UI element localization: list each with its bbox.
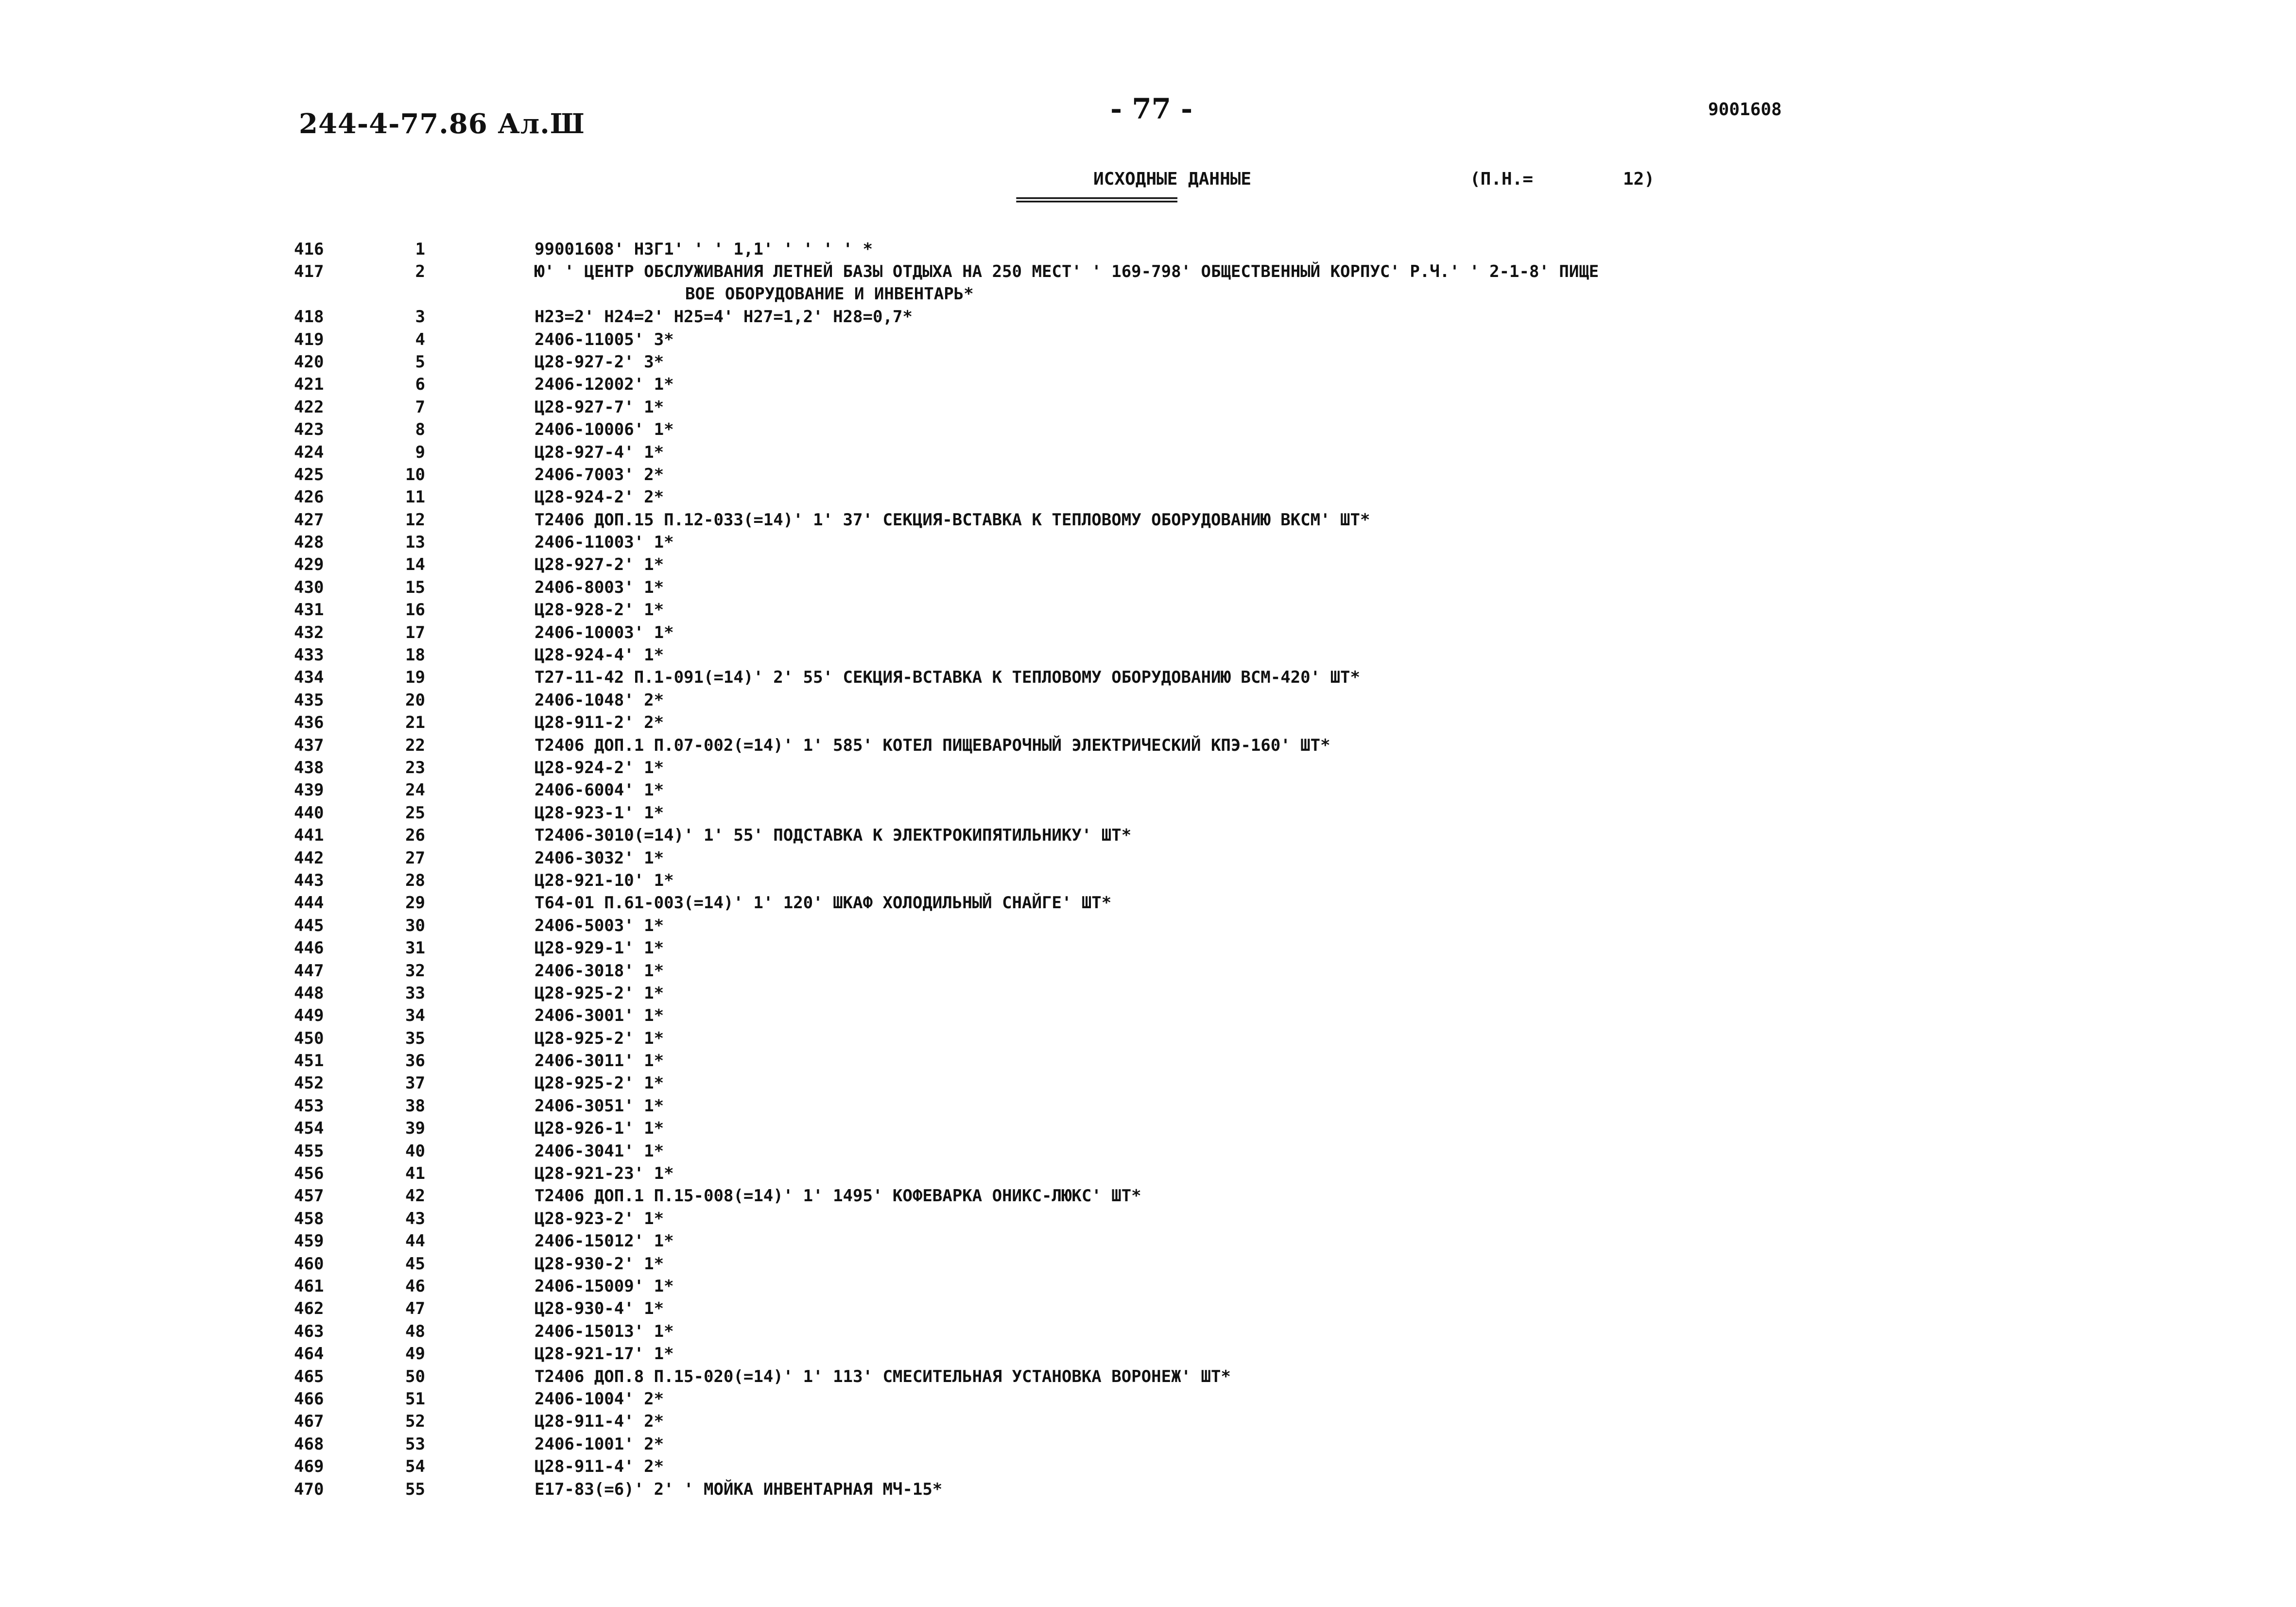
record-number: 3 bbox=[415, 307, 425, 327]
list-item bbox=[0, 689, 2296, 711]
record-text bbox=[535, 1027, 2031, 1050]
list-item bbox=[0, 1478, 2296, 1501]
record-number: 43 bbox=[405, 1209, 425, 1228]
record-text-line: Ц28-930-4' 1* bbox=[535, 1299, 664, 1319]
record-text-line: Т27-11-42 П.1-091(=14)' 2' 55' СЕКЦИЯ-ВСТАВКА К ТЕПЛОВОМУ ОБОРУДОВАНИЮ ВСМ-420' ШТ* bbox=[535, 668, 1360, 688]
list-item bbox=[0, 1297, 2296, 1320]
list-item bbox=[0, 1320, 2296, 1343]
record-number: 33 bbox=[405, 983, 425, 1003]
record-number: 30 bbox=[405, 916, 425, 935]
record-text-line: 2406-15013' 1* bbox=[535, 1321, 674, 1341]
line-number: 453 bbox=[294, 1096, 324, 1116]
record-number: 19 bbox=[405, 668, 425, 688]
record-text bbox=[535, 666, 2031, 689]
list-item bbox=[0, 1117, 2296, 1140]
record-text-line: 2406-5003' 1* bbox=[535, 916, 664, 935]
record-number: 24 bbox=[405, 780, 425, 800]
record-number: 31 bbox=[405, 938, 425, 958]
list-item bbox=[0, 666, 2296, 689]
record-text bbox=[535, 915, 2031, 937]
line-number: 455 bbox=[294, 1141, 324, 1161]
record-text bbox=[535, 328, 2031, 351]
record-text bbox=[535, 1478, 2031, 1501]
record-text-line: Ц28-921-17' 1* bbox=[535, 1344, 674, 1364]
line-number: 467 bbox=[294, 1412, 324, 1432]
list-item bbox=[0, 622, 2296, 644]
line-number: 416 bbox=[294, 240, 324, 259]
record-text-line: Т2406 ДОП.15 П.12-033(=14)' 1' 37' СЕКЦИЯ-ВСТАВКА К ТЕПЛОВОМУ ОБОРУДОВАНИЮ ВКСМ' ШТ* bbox=[535, 510, 1370, 530]
record-text-line: Т2406 ДОП.1 П.07-002(=14)' 1' 585' КОТЕЛ ПИЩЕВАРОЧНЫЙ ЭЛЕКТРИЧЕСКИЙ КПЭ-160' ШТ* bbox=[535, 735, 1330, 755]
line-number: 465 bbox=[294, 1366, 324, 1386]
list-item bbox=[0, 937, 2296, 959]
line-number: 421 bbox=[294, 375, 324, 395]
list-item bbox=[0, 1004, 2296, 1027]
list-item bbox=[0, 576, 2296, 599]
record-text-line: 2406-7003' 2* bbox=[535, 465, 664, 484]
record-text bbox=[535, 1275, 2031, 1297]
record-text-line: 2406-3041' 1* bbox=[535, 1141, 664, 1161]
pn-label: (П.Н.= bbox=[1470, 169, 1534, 189]
line-number: 445 bbox=[294, 916, 324, 935]
record-number: 23 bbox=[405, 758, 425, 778]
line-number: 425 bbox=[294, 465, 324, 484]
list-item bbox=[0, 1365, 2296, 1388]
record-text-line: Ц28-924-4' 1* bbox=[535, 645, 664, 665]
record-text-line: 2406-12002' 1* bbox=[535, 375, 674, 395]
line-number: 457 bbox=[294, 1186, 324, 1206]
record-number: 29 bbox=[405, 893, 425, 913]
record-text-line: Ц28-927-2' 3* bbox=[535, 352, 664, 372]
record-text bbox=[535, 396, 2031, 418]
record-number: 40 bbox=[405, 1141, 425, 1161]
line-number: 452 bbox=[294, 1073, 324, 1093]
line-number: 420 bbox=[294, 352, 324, 372]
record-number: 50 bbox=[405, 1366, 425, 1386]
list-item bbox=[0, 1343, 2296, 1365]
line-number: 446 bbox=[294, 938, 324, 958]
line-number: 450 bbox=[294, 1028, 324, 1048]
page-title: ИСХОДНЫЕ ДАННЫЕ bbox=[1093, 169, 1252, 189]
record-text bbox=[535, 1050, 2031, 1072]
list-item bbox=[0, 1433, 2296, 1455]
line-number: 440 bbox=[294, 803, 324, 823]
record-text bbox=[535, 779, 2031, 801]
record-text-line: Ц28-921-10' 1* bbox=[535, 870, 674, 890]
list-item bbox=[0, 1050, 2296, 1072]
record-number: 49 bbox=[405, 1344, 425, 1364]
record-number: 39 bbox=[405, 1119, 425, 1139]
record-number: 48 bbox=[405, 1321, 425, 1341]
record-number: 4 bbox=[415, 329, 425, 349]
record-text-line: 2406-3011' 1* bbox=[535, 1051, 664, 1071]
line-number: 458 bbox=[294, 1209, 324, 1228]
record-text-line: 2406-1004' 2* bbox=[535, 1389, 664, 1409]
line-number: 417 bbox=[294, 262, 324, 282]
record-text-line: Ц28-927-7' 1* bbox=[535, 397, 664, 417]
record-number: 37 bbox=[405, 1073, 425, 1093]
record-text bbox=[535, 689, 2031, 711]
title-underline: ====================== bbox=[1016, 191, 1177, 208]
record-number: 27 bbox=[405, 848, 425, 868]
line-number: 456 bbox=[294, 1164, 324, 1184]
record-number: 11 bbox=[405, 487, 425, 507]
record-text-line: 2406-3001' 1* bbox=[535, 1006, 664, 1026]
document-id: 244-4-77.86 Ал.Ш bbox=[299, 108, 585, 140]
record-number: 1 bbox=[415, 240, 425, 259]
list-item bbox=[0, 869, 2296, 892]
record-text-line: 2406-10003' 1* bbox=[535, 622, 674, 642]
list-item bbox=[0, 553, 2296, 576]
record-text bbox=[535, 711, 2031, 734]
record-text bbox=[535, 441, 2031, 464]
line-number: 428 bbox=[294, 533, 324, 553]
record-text bbox=[535, 757, 2031, 779]
record-text bbox=[535, 869, 2031, 892]
record-text-line: Ц28-911-4' 2* bbox=[535, 1412, 664, 1432]
record-number: 6 bbox=[415, 375, 425, 395]
list-item bbox=[0, 486, 2296, 508]
record-number: 46 bbox=[405, 1276, 425, 1296]
record-text-line: Ц28-925-2' 1* bbox=[535, 1073, 664, 1093]
list-item bbox=[0, 464, 2296, 486]
record-text-line: Ц28-927-4' 1* bbox=[535, 442, 664, 462]
record-text-line: 2406-3032' 1* bbox=[535, 848, 664, 868]
record-number: 7 bbox=[415, 397, 425, 417]
record-text-line: Т64-01 П.61-003(=14)' 1' 120' ШКАФ ХОЛОДИЛЬНЫЙ СНАЙГЕ' ШТ* bbox=[535, 893, 1112, 913]
line-number: 448 bbox=[294, 983, 324, 1003]
record-number: 9 bbox=[415, 442, 425, 462]
record-number: 14 bbox=[405, 555, 425, 575]
record-text bbox=[535, 1162, 2031, 1185]
record-number: 26 bbox=[405, 826, 425, 846]
line-number: 438 bbox=[294, 758, 324, 778]
record-number: 8 bbox=[415, 420, 425, 440]
list-item bbox=[0, 711, 2296, 734]
record-text bbox=[535, 622, 2031, 644]
record-text bbox=[535, 1185, 2031, 1207]
list-item bbox=[0, 599, 2296, 621]
list-item bbox=[0, 1230, 2296, 1252]
record-number: 47 bbox=[405, 1299, 425, 1319]
list-item bbox=[0, 1388, 2296, 1410]
record-number: 51 bbox=[405, 1389, 425, 1409]
list-item bbox=[0, 1455, 2296, 1478]
record-text-line: 99001608' НЗГ1' ' ' 1,1' ' ' ' ' * bbox=[535, 240, 873, 259]
record-text bbox=[535, 847, 2031, 869]
record-text-line: Т2406 ДОП.1 П.15-008(=14)' 1' 1495' КОФЕВАРКА ОНИКС-ЛЮКС' ШТ* bbox=[535, 1186, 1141, 1206]
record-number: 41 bbox=[405, 1164, 425, 1184]
list-item bbox=[0, 915, 2296, 937]
line-number: 435 bbox=[294, 690, 324, 710]
list-item bbox=[0, 757, 2296, 779]
record-text bbox=[535, 509, 2031, 531]
list-item bbox=[0, 1140, 2296, 1162]
list-item bbox=[0, 982, 2296, 1004]
record-text-line: Ц28-928-2' 1* bbox=[535, 600, 664, 620]
list-item bbox=[0, 1095, 2296, 1117]
record-text-line: Ц28-911-2' 2* bbox=[535, 713, 664, 733]
line-number: 432 bbox=[294, 622, 324, 642]
data-listing bbox=[0, 238, 2296, 1501]
line-number: 422 bbox=[294, 397, 324, 417]
list-item bbox=[0, 1275, 2296, 1297]
line-number: 427 bbox=[294, 510, 324, 530]
record-text-line: Ц28-925-2' 1* bbox=[535, 983, 664, 1003]
record-text-line: Ц28-923-1' 1* bbox=[535, 803, 664, 823]
list-item bbox=[0, 441, 2296, 464]
record-text bbox=[535, 824, 2031, 847]
record-text-line: Ц28-926-1' 1* bbox=[535, 1119, 664, 1139]
record-number: 42 bbox=[405, 1186, 425, 1206]
line-number: 439 bbox=[294, 780, 324, 800]
record-number: 17 bbox=[405, 622, 425, 642]
list-item bbox=[0, 418, 2296, 441]
record-text-line: 2406-1048' 2* bbox=[535, 690, 664, 710]
record-text bbox=[535, 1410, 2031, 1433]
record-number: 22 bbox=[405, 735, 425, 755]
record-text-line: Т2406 ДОП.8 П.15-020(=14)' 1' 113' СМЕСИТЕЛЬНАЯ УСТАНОВКА ВОРОНЕЖ' ШТ* bbox=[535, 1366, 1231, 1386]
line-number: 461 bbox=[294, 1276, 324, 1296]
record-text bbox=[535, 1072, 2031, 1094]
record-text bbox=[535, 1140, 2031, 1162]
list-item bbox=[0, 328, 2296, 351]
record-text-line: 2406-1001' 2* bbox=[535, 1434, 664, 1454]
record-text-line: 2406-3051' 1* bbox=[535, 1096, 664, 1116]
record-number: 54 bbox=[405, 1457, 425, 1477]
record-text-continuation: ВОЕ ОБОРУДОВАНИЕ И ИНВЕНТАРЬ* bbox=[685, 284, 974, 304]
line-number: 447 bbox=[294, 961, 324, 981]
record-number: 55 bbox=[405, 1479, 425, 1499]
record-text bbox=[535, 238, 2031, 260]
record-text-line: 2406-11005' 3* bbox=[535, 329, 674, 349]
line-number: 460 bbox=[294, 1254, 324, 1274]
line-number: 433 bbox=[294, 645, 324, 665]
record-number: 2 bbox=[415, 262, 425, 282]
document-code: 9001608 bbox=[1708, 100, 1782, 120]
page-number: - 77 - bbox=[1110, 92, 1193, 125]
line-number: 449 bbox=[294, 1006, 324, 1026]
record-text-line: Е17-83(=6)' 2' ' МОЙКА ИНВЕНТАРНАЯ МЧ-15* bbox=[535, 1479, 943, 1499]
list-item bbox=[0, 824, 2296, 847]
record-text-line: Ц28-921-23' 1* bbox=[535, 1164, 674, 1184]
record-text bbox=[535, 734, 2031, 757]
line-number: 430 bbox=[294, 577, 324, 597]
record-text-line: Ц28-925-2' 1* bbox=[535, 1028, 664, 1048]
line-number: 436 bbox=[294, 713, 324, 733]
record-text-line: Ц28-924-2' 2* bbox=[535, 487, 664, 507]
record-text-line: Ц28-929-1' 1* bbox=[535, 938, 664, 958]
line-number: 437 bbox=[294, 735, 324, 755]
line-number: 434 bbox=[294, 668, 324, 688]
record-number: 32 bbox=[405, 961, 425, 981]
list-item bbox=[0, 802, 2296, 824]
record-number: 34 bbox=[405, 1006, 425, 1026]
record-text bbox=[535, 373, 2031, 396]
record-text-line: 2406-10006' 1* bbox=[535, 420, 674, 440]
record-number: 21 bbox=[405, 713, 425, 733]
record-text bbox=[535, 1320, 2031, 1343]
record-text-line: Ц28-930-2' 1* bbox=[535, 1254, 664, 1274]
record-text bbox=[535, 306, 2031, 328]
record-text bbox=[535, 576, 2031, 599]
record-text-line: 2406-15012' 1* bbox=[535, 1231, 674, 1251]
record-text bbox=[535, 531, 2031, 553]
list-item bbox=[0, 644, 2296, 666]
line-number: 459 bbox=[294, 1231, 324, 1251]
record-number: 18 bbox=[405, 645, 425, 665]
line-number: 441 bbox=[294, 826, 324, 846]
record-number: 15 bbox=[405, 577, 425, 597]
record-text bbox=[535, 464, 2031, 486]
record-text bbox=[535, 982, 2031, 1004]
line-number: 451 bbox=[294, 1051, 324, 1071]
line-number: 424 bbox=[294, 442, 324, 462]
record-text bbox=[535, 1297, 2031, 1320]
list-item bbox=[0, 960, 2296, 982]
list-item bbox=[0, 509, 2296, 531]
line-number: 442 bbox=[294, 848, 324, 868]
record-number: 52 bbox=[405, 1412, 425, 1432]
record-number: 25 bbox=[405, 803, 425, 823]
list-item bbox=[0, 1208, 2296, 1230]
line-number: 418 bbox=[294, 307, 324, 327]
record-text-line: Н23=2' Н24=2' Н25=4' Н27=1,2' Н28=0,7* bbox=[535, 307, 913, 327]
list-item bbox=[0, 1185, 2296, 1207]
record-number: 5 bbox=[415, 352, 425, 372]
record-text bbox=[535, 644, 2031, 666]
line-number: 444 bbox=[294, 893, 324, 913]
line-number: 464 bbox=[294, 1344, 324, 1364]
record-text-line: Ю' ' ЦЕНТР ОБСЛУЖИВАНИЯ ЛЕТНЕЙ БАЗЫ ОТДЫХА НА 250 МЕСТ' ' 169-798' ОБЩЕСТВЕННЫЙ КОРПУС' Р.Ч.' ' 2-1-8' ПИЩЕ bbox=[535, 262, 1599, 282]
line-number: 463 bbox=[294, 1321, 324, 1341]
record-text bbox=[535, 1230, 2031, 1252]
record-text-line: 2406-6004' 1* bbox=[535, 780, 664, 800]
list-item bbox=[0, 1162, 2296, 1185]
record-text bbox=[535, 486, 2031, 508]
record-text bbox=[535, 1455, 2031, 1478]
record-number: 45 bbox=[405, 1254, 425, 1274]
record-text bbox=[535, 553, 2031, 576]
line-number: 431 bbox=[294, 600, 324, 620]
line-number: 454 bbox=[294, 1119, 324, 1139]
line-number: 469 bbox=[294, 1457, 324, 1477]
record-number: 12 bbox=[405, 510, 425, 530]
list-item bbox=[0, 306, 2296, 328]
record-text bbox=[535, 1253, 2031, 1275]
line-number: 426 bbox=[294, 487, 324, 507]
record-text bbox=[535, 1208, 2031, 1230]
record-text bbox=[535, 1343, 2031, 1365]
record-number: 53 bbox=[405, 1434, 425, 1454]
record-number: 28 bbox=[405, 870, 425, 890]
record-text bbox=[535, 351, 2031, 373]
line-number: 462 bbox=[294, 1299, 324, 1319]
record-text-line: Ц28-924-2' 1* bbox=[535, 758, 664, 778]
record-text-line: 2406-15009' 1* bbox=[535, 1276, 674, 1296]
record-text-line: Ц28-911-4' 2* bbox=[535, 1457, 664, 1477]
record-number: 10 bbox=[405, 465, 425, 484]
record-text bbox=[535, 1365, 2031, 1388]
list-item bbox=[0, 531, 2296, 553]
record-number: 13 bbox=[405, 533, 425, 553]
line-number: 419 bbox=[294, 329, 324, 349]
record-text bbox=[535, 892, 2031, 914]
line-number: 468 bbox=[294, 1434, 324, 1454]
record-text bbox=[535, 1117, 2031, 1140]
line-number: 443 bbox=[294, 870, 324, 890]
line-number: 470 bbox=[294, 1479, 324, 1499]
record-number: 20 bbox=[405, 690, 425, 710]
record-number: 16 bbox=[405, 600, 425, 620]
list-item bbox=[0, 847, 2296, 869]
record-number: 44 bbox=[405, 1231, 425, 1251]
record-number: 36 bbox=[405, 1051, 425, 1071]
list-item bbox=[0, 351, 2296, 373]
line-number: 429 bbox=[294, 555, 324, 575]
record-text bbox=[535, 1388, 2031, 1410]
record-text bbox=[535, 260, 2031, 305]
record-number: 35 bbox=[405, 1028, 425, 1048]
record-text bbox=[535, 418, 2031, 441]
record-text-line: Т2406-3010(=14)' 1' 55' ПОДСТАВКА К ЭЛЕКТРОКИПЯТИЛЬНИКУ' ШТ* bbox=[535, 826, 1132, 846]
record-text bbox=[535, 802, 2031, 824]
record-text bbox=[535, 599, 2031, 621]
list-item bbox=[0, 1410, 2296, 1433]
list-item bbox=[0, 260, 2296, 306]
record-text bbox=[535, 960, 2031, 982]
list-item bbox=[0, 1072, 2296, 1094]
line-number: 466 bbox=[294, 1389, 324, 1409]
record-text bbox=[535, 1433, 2031, 1455]
list-item bbox=[0, 1027, 2296, 1050]
record-text-line: Ц28-927-2' 1* bbox=[535, 555, 664, 575]
record-text-line: Ц28-923-2' 1* bbox=[535, 1209, 664, 1228]
line-number: 423 bbox=[294, 420, 324, 440]
list-item bbox=[0, 1253, 2296, 1275]
record-text-line: 2406-8003' 1* bbox=[535, 577, 664, 597]
record-text-line: 2406-3018' 1* bbox=[535, 961, 664, 981]
record-text bbox=[535, 1095, 2031, 1117]
record-text bbox=[535, 937, 2031, 959]
pn-value: 12) bbox=[1623, 169, 1655, 189]
list-item bbox=[0, 892, 2296, 914]
list-item bbox=[0, 373, 2296, 396]
record-text-line: 2406-11003' 1* bbox=[535, 533, 674, 553]
list-item bbox=[0, 779, 2296, 801]
record-text bbox=[535, 1004, 2031, 1027]
list-item bbox=[0, 734, 2296, 757]
record-number: 38 bbox=[405, 1096, 425, 1116]
list-item bbox=[0, 396, 2296, 418]
list-item bbox=[0, 238, 2296, 260]
